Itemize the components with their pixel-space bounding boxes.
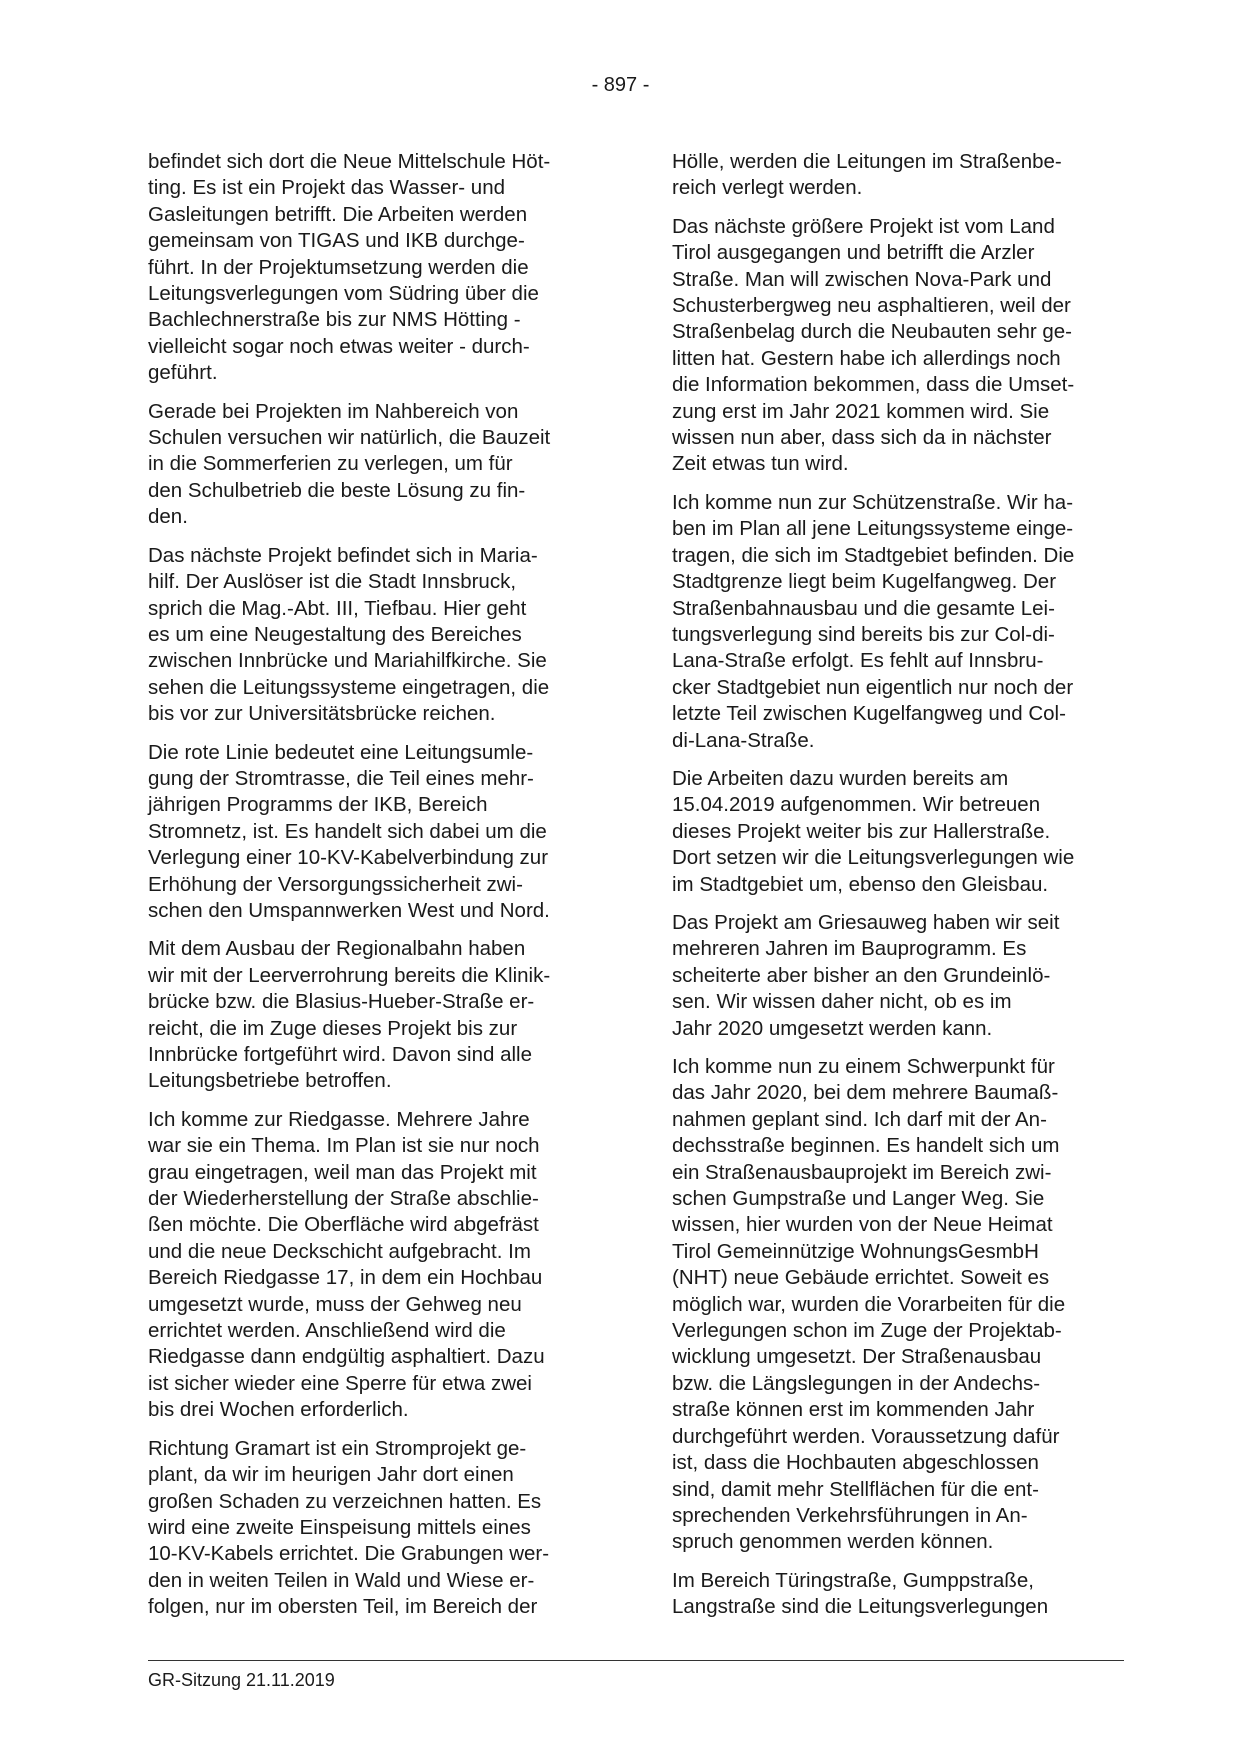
- paragraph: Das Projekt am Griesauweg haben wir seit mehreren Jahren im Bauprogramm. Es scheiterte aber bisher an den Grundeinlö- sen. Wir wissen daher nicht, ob es im Jahr 2020 umgesetzt werden kann.: [672, 910, 1060, 1040]
- right-column: [672, 149, 1126, 1633]
- footer-divider: [148, 1660, 1124, 1661]
- paragraph: Ich komme nun zu einem Schwerpunkt für das Jahr 2020, bei dem mehrere Baumaß- nahmen geplant sind. Ich darf mit der An- dechsstraße beginnen. Es handelt sich um ein Straßenausbauprojekt im Bereich zwi- schen Gumpstraße und Langer Weg. Sie wissen, hier wurden von der Neue Heimat Tirol Gemeinnützige WohnungsGesmbH (NHT) neue Gebäude errichtet. Soweit es möglich war, wurden die Vorarbeiten für die Verlegungen schon im Zuge der Projektab- wicklung umgesetzt. Der Straßenausbau bzw. die Längslegungen in der Andechs- straße können erst im kommenden Jahr durchgeführt werden. Voraussetzung dafür ist, dass die Hochbauten abgeschlossen sind, damit mehr Stellflächen für die ent- sprechenden Verkehrsführungen in An- spruch genommen werden können.: [672, 1055, 1066, 1554]
- paragraph: Mit dem Ausbau der Regionalbahn haben wir mit der Leerverrohrung bereits die Klinik- brücke bzw. die Blasius-Hueber-Straße er- reicht, die im Zuge dieses Projekt bis zur Innbrücke fortgeführt wird. Davon sind alle Leitungsbetriebe betroffen.: [148, 937, 551, 1093]
- footer-session-date: GR-Sitzung 21.11.2019: [148, 1670, 335, 1690]
- paragraph: Hölle, werden die Leitungen im Straßenbe- reich verlegt werden.: [672, 150, 1062, 200]
- page-number: - 897 -: [591, 74, 650, 96]
- paragraph: befindet sich dort die Neue Mittelschule Höt- ting. Es ist ein Projekt das Wasser- und Gasleitungen betrifft. Die Arbeiten werden gemeinsam von TIGAS und IKB durchge- führt. In der Projektumsetzung werden die Leitungsverlegungen vom Südring über die Bachlechnerstraße bis zur NMS Hötting - vielleicht sogar noch etwas weiter - durch- geführt.: [148, 150, 551, 385]
- paragraph: Das nächste Projekt befindet sich in Maria- hilf. Der Auslöser ist die Stadt Innsbruck, sprich die Mag.-Abt. III, Tiefbau. Hier geht es um eine Neugestaltung des Bereiches zwischen Innbrücke und Mariahilfkirche. Sie sehen die Leitungssysteme eingetragen, die bis vor zur Universitätsbrücke reichen.: [148, 543, 550, 726]
- paragraph: Ich komme nun zur Schützenstraße. Wir ha- ben im Plan all jene Leitungssysteme einge- tragen, die sich im Stadtgebiet befinden. Die Stadtgrenze liegt beim Kugelfangweg. Der Straßenbahnausbau und die gesamte Lei- tungsverlegung sind bereits bis zur Col-di- Lana-Straße erfolgt. Es fehlt auf Innsbru- cker Stadtgebiet nun eigentlich nur noch der letzte Teil zwischen Kugelfangweg und Col- di-Lana-Straße.: [672, 490, 1075, 752]
- paragraph: Die rote Linie bedeutet eine Leitungsumle- gung der Stromtrasse, die Teil eines mehr- jährigen Programms der IKB, Bereich Stromnetz, ist. Es handelt sich dabei um die Verlegung einer 10-KV-Kabelverbindung zur Erhöhung der Versorgungssicherheit zwi- schen den Umspannwerken West und Nord.: [148, 740, 550, 922]
- paragraph: Die Arbeiten dazu wurden bereits am 15.04.2019 aufgenommen. Wir betreuen dieses Projekt weiter bis zur Hallerstraße. Dort setzen wir die Leitungsverlegungen wie im Stadtgebiet um, ebenso den Gleisbau.: [672, 766, 1075, 896]
- paragraph: Gerade bei Projekten im Nahbereich von Schulen versuchen wir natürlich, die Bauzeit in die Sommerferien zu verlegen, um für den Schulbetrieb die beste Lösung zu fin- den.: [148, 399, 551, 529]
- paragraph: Richtung Gramart ist ein Stromprojekt ge- plant, da wir im heurigen Jahr dort einen großen Schaden zu verzeichnen hatten. Es wird eine zweite Einspeisung mittels eines 10-KV-Kabels errichtet. Die Grabungen wer- den in weiten Teilen in Wald und Wiese er- folgen, nur im obersten Teil, im Bereich der: [148, 1436, 550, 1619]
- left-column: [148, 149, 602, 1633]
- paragraph: Im Bereich Türingstraße, Gumppstraße, Langstraße sind die Leitungsverlegungen: [672, 1568, 1049, 1619]
- paragraph: Ich komme zur Riedgasse. Mehrere Jahre war sie ein Thema. Im Plan ist sie nur noch grau eingetragen, weil man das Projekt mit der Wiederherstellung der Straße abschlie- ßen möchte. Die Oberfläche wird abgefräst und die neue Deckschicht aufgebracht. Im Bereich Riedgasse 17, in dem ein Hochbau umgesetzt wurde, muss der Gehweg neu errichtet werden. Anschließend wird die Riedgasse dann endgültig asphaltiert. Dazu ist sicher wieder eine Sperre für etwa zwei bis drei Wochen erforderlich.: [148, 1107, 545, 1422]
- paragraph: Das nächste größere Projekt ist vom Land Tirol ausgegangen und betrifft die Arzler Straße. Man will zwischen Nova-Park und Schusterbergweg neu asphaltieren, weil der Straßenbelag durch die Neubauten sehr ge- litten hat. Gestern habe ich allerdings noch die Information bekommen, dass die Umset- zung erst im Jahr 2021 kommen wird. Sie wissen nun aber, dass sich da in nächster Zeit etwas tun wird.: [672, 214, 1075, 476]
